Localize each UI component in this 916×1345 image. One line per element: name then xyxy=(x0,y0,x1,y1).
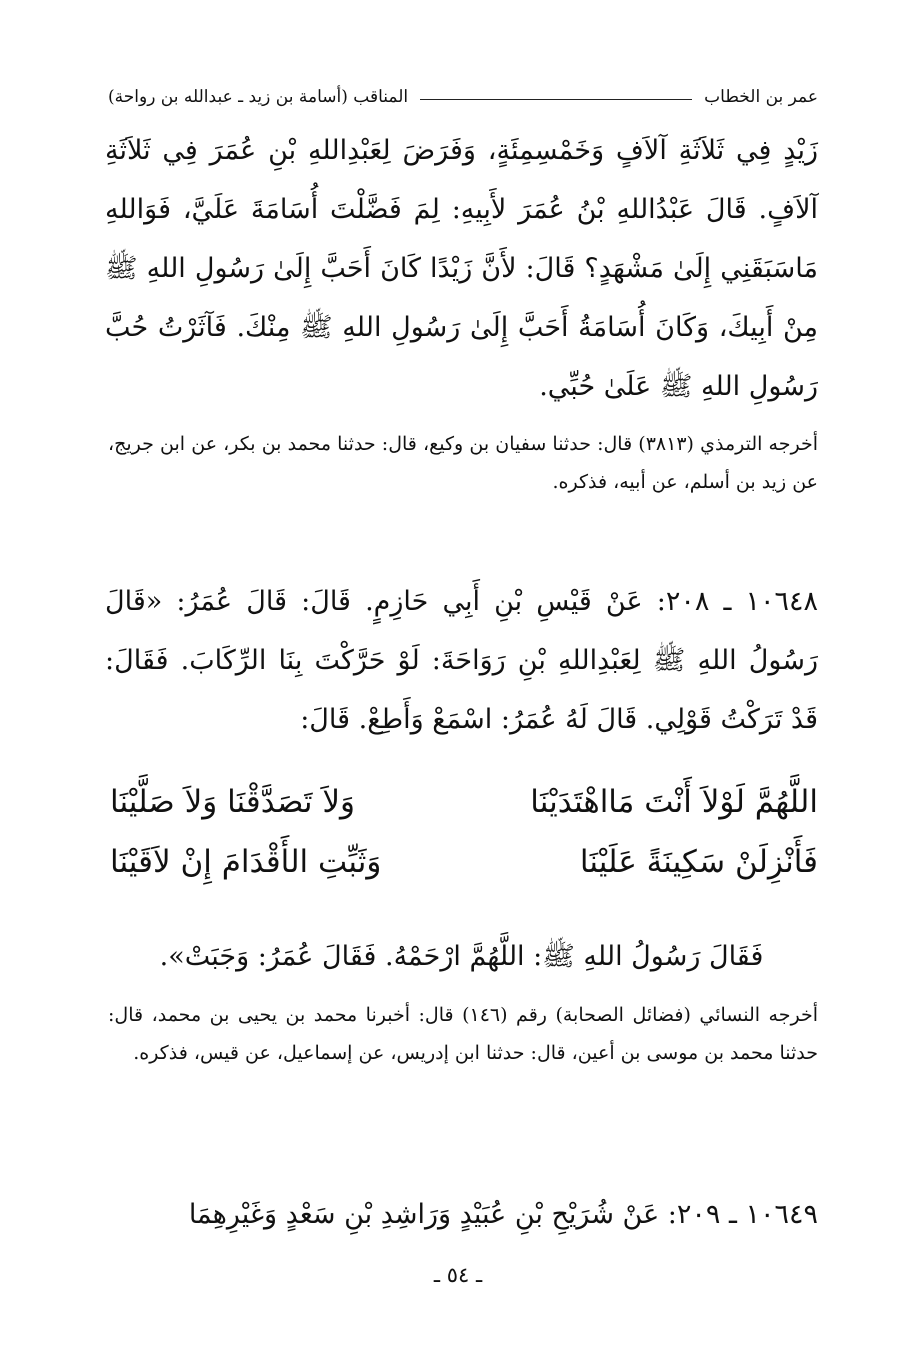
verse-2-first-hemistich: فَأَنْزِلَنْ سَكِينَةً عَلَيْنَا xyxy=(579,844,818,880)
header-rule xyxy=(420,99,692,100)
header-chapter-title: عمر بن الخطاب xyxy=(704,87,818,107)
header-section-title: المناقب (أسامة بن زيد ـ عبدالله بن رواحة) xyxy=(108,87,409,107)
hadith-2-takhrij: أخرجه النسائي (فضائل الصحابة) رقم (١٤٦) قال: أخبرنا محمد بن يحيى بن محمد، قال: حدثنا محمد بن موسى بن أعين، قال: حدثنا ابن إدريس، عن إسماعيل، عن قيس، فذكره. xyxy=(108,1004,818,1064)
hadith-1-text: زَيْدٍ فِي ثَلاَثَةِ آلاَفٍ وَخَمْسِمِئَةٍ، وَفَرَضَ لِعَبْدِاللهِ بْنِ عُمَرَ فِي ثَلاَثَةِ آلاَفٍ. قَالَ عَبْدُاللهِ بْنُ عُمَرَ لأَبِيهِ: لِمَ فَضَّلْتَ أُسَامَةَ عَلَيَّ، فَوَاللهِ مَاسَبَقَنِي إِلَىٰ مَشْهَدٍ؟ قَالَ: لأَنَّ زَيْدًا كَانَ أَحَبَّ إِلَىٰ رَسُولِ اللهِ ﷺ مِنْ أَبِيكَ، وَكَانَ أُسَامَةُ أَحَبَّ إِلَىٰ رَسُولِ اللهِ ﷺ مِنْكَ. فَآثَرْتُ حُبَّ رَسُولِ اللهِ ﷺ عَلَىٰ حُبِّي. xyxy=(105,135,818,402)
verse-1-first-hemistich: اللَّهُمَّ لَوْلاَ أَنْتَ مَااهْتَدَيْنَا xyxy=(530,784,818,820)
hadith-2-end-text: فَقَالَ رَسُولُ اللهِ ﷺ: اللَّهُمَّ ارْحَمْهُ. فَقَالَ عُمَرُ: وَجَبَتْ». xyxy=(159,941,764,972)
verse-line-1 xyxy=(110,772,818,832)
hadith-1-takhrij: أخرجه الترمذي (٣٨١٣) قال: حدثنا سفيان بن وكيع، قال: حدثنا محمد بن بكر، عن ابن جريج، عن زيد بن أسلم، عن أبيه، فذكره. xyxy=(108,433,818,493)
hadith-2-footnote xyxy=(108,996,818,1072)
hadith-3-body xyxy=(105,1185,818,1244)
hadith-2-ending xyxy=(105,927,818,986)
hadith-1-body xyxy=(105,121,818,416)
running-header xyxy=(108,84,818,110)
page-number: ـ ٥٤ ـ xyxy=(433,1263,483,1287)
verse-2-second-hemistich: وَثَبِّتِ الأَقْدَامَ إِنْ لاَقَيْنَا xyxy=(110,844,382,880)
hadith-3-text: ١٠٦٤٩ ـ ٢٠٩: عَنْ شُرَيْحِ بْنِ عُبَيْدٍ وَرَاشِدِ بْنِ سَعْدٍ وَغَيْرِهِمَا xyxy=(188,1199,818,1230)
hadith-2-text: ١٠٦٤٨ ـ ٢٠٨: عَنْ قَيْسِ بْنِ أَبِي حَازِمٍ. قَالَ: قَالَ عُمَرُ: «قَالَ رَسُولُ اللهِ ﷺ لِعَبْدِاللهِ بْنِ رَوَاحَةَ: لَوْ حَرَّكْتَ بِنَا الرِّكَابَ. فَقَالَ: قَدْ تَرَكْتُ قَوْلِي. قَالَ لَهُ عُمَرُ: اسْمَعْ وَأَطِعْ. قَالَ: xyxy=(105,586,819,735)
verse-line-2 xyxy=(110,832,818,892)
hadith-1-footnote xyxy=(108,425,818,501)
verse-1-second-hemistich: وَلاَ تَصَدَّقْنَا وَلاَ صَلَّيْنَا xyxy=(110,784,356,820)
poem-verses xyxy=(110,772,818,892)
hadith-2-body xyxy=(105,572,818,749)
